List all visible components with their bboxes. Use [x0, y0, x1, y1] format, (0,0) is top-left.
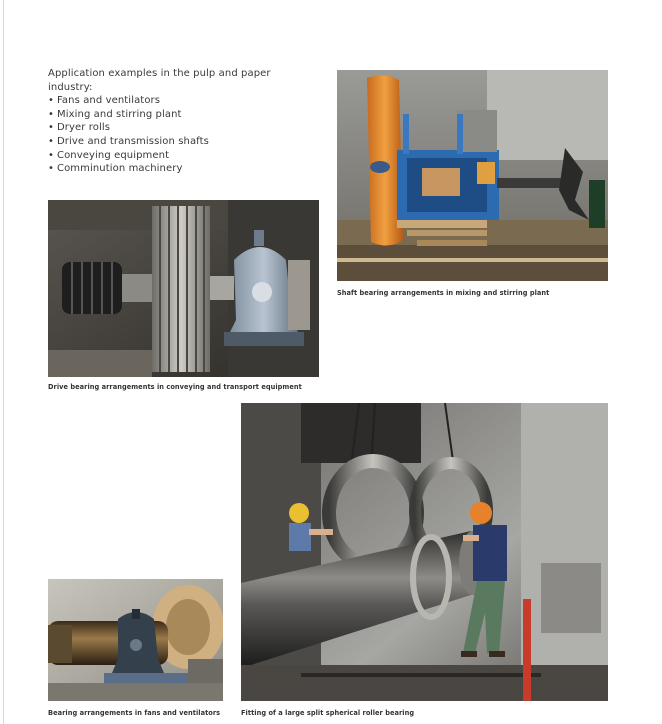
drive-bearing-illustration: [48, 200, 319, 377]
mixing-plant-illustration: [337, 70, 608, 281]
list-item: [48, 149, 288, 163]
list-item-text: Fans and ventilators: [57, 95, 161, 107]
list-item-text: Drive and transmission shafts: [57, 135, 209, 147]
intro-block: [48, 67, 288, 176]
page-edge-rule: [3, 0, 4, 724]
photo-bearing-fitting: [241, 403, 608, 701]
list-item-text: Comminution machinery: [57, 163, 183, 175]
list-item: [48, 108, 288, 122]
bullet-icon: •: [48, 149, 54, 161]
caption-bearing-fitting: Fitting of a large split spherical roller bearing: [241, 709, 415, 717]
fan-bearing-illustration: [48, 579, 223, 701]
list-item: [48, 135, 288, 149]
caption-drive-bearing: Drive bearing arrangements in conveying and transport equipment: [48, 383, 302, 391]
bullet-icon: •: [48, 108, 54, 120]
photo-drive-bearing: [48, 200, 319, 377]
list-item-text: Conveying equipment: [57, 149, 170, 161]
list-item: [48, 121, 288, 135]
list-item: [48, 162, 288, 176]
bullet-icon: •: [48, 163, 54, 175]
list-item: [48, 94, 288, 108]
caption-mixing-plant: Shaft bearing arrangements in mixing and stirring plant: [337, 289, 550, 297]
photo-fan-bearing: [48, 579, 223, 701]
application-list: [48, 94, 288, 176]
bullet-icon: •: [48, 122, 54, 134]
intro-heading: Application examples in the pulp and paper industry:: [48, 68, 271, 93]
list-item-text: Mixing and stirring plant: [57, 108, 182, 120]
bullet-icon: •: [48, 135, 54, 147]
list-item-text: Dryer rolls: [57, 122, 111, 134]
bullet-icon: •: [48, 95, 54, 107]
caption-fan-bearing: Bearing arrangements in fans and ventilators: [48, 709, 221, 717]
photo-mixing-plant: [337, 70, 608, 281]
bearing-fitting-illustration: [241, 403, 608, 701]
